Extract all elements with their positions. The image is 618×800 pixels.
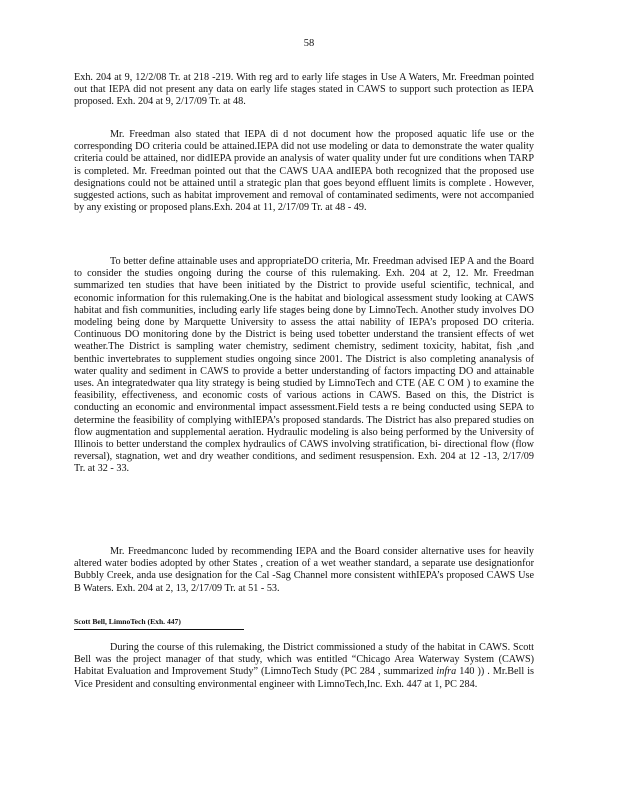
paragraph-3 <box>74 256 534 476</box>
paragraph-5-text-a: During the course of this rulemaking, the District commissioned a study of the habitat in CAWS. Scott Bell was the project manager of that study, which was entitled “Chicago Area Waterway System (CAWS) Habitat Evaluation and Improvement Study” (LimnoTech Study (PC 284 , summarized <box>74 642 534 678</box>
paragraph-4-text: Mr. Freedmanconc luded by recommending IEPA and the Board consider alternative uses for heavily altered water bodies adopted by other States , creation of a wet weather standard, a separate use designationfor Bubbly Creek, anda use designation for the Cal -Sag Channel more consistent withIEPA’s proposed CAWS Use B Waters. Exh. 204 at 2, 13, 2/17/09 Tr. at 51 - 53. <box>74 546 534 594</box>
paragraph-1: Exh. 204 at 9, 12/2/08 Tr. at 218 -219. With reg ard to early life stages in Use A Waters, Mr. Freedman pointed out that IEPA did not present any data on early life stages stated in CAWS to support such protection as IEPA proposed. Exh. 204 at 9, 2/17/09 Tr. at 48. <box>74 72 534 108</box>
paragraph-2-text: Mr. Freedman also stated that IEPA di d not document how the proposed aquatic life use or the corresponding DO criteria could be attained.IEPA did not use modeling or data to demonstrate the water quality criteria could be attained, nor didIEPA provide an analysis of water quality under fut ure conditions when TARP is completed. Mr. Freedman pointed out that the CAWS UAA andIEPA both recognized that the proposed use designations could not be attained until a strategic plan that goes beyond effluent limits is complete . However, suggested actions, such as habitat improvement and removal of contaminated sediments, were not accompanied by any existing or proposed plans.Exh. 204 at 11, 2/17/09 Tr. at 48 - 49. <box>74 129 534 214</box>
paragraph-2 <box>74 129 534 214</box>
paragraph-5 <box>74 642 534 691</box>
page-number: 58 <box>303 38 315 49</box>
section-heading: Scott Bell, LimnoTech (Exh. 447) <box>74 616 244 630</box>
paragraph-5-text-b: 140 )) . Mr.Bell is Vice President and consulting environmental engineer with LimnoTech,Inc. Exh. 447 at 1, PC 284. <box>74 666 535 690</box>
paragraph-4 <box>74 546 534 595</box>
paragraph-5-italic: infra <box>436 666 457 678</box>
paragraph-3-text: To better define attainable uses and appropriateDO criteria, Mr. Freedman advised IEP A and the Board to consider the studies ongoing during the course of this rulemaking. Exh. 204 at 2, 12. Mr. Freedman summarized ten studies that have been initiated by the District to provide useful scientific, technical, and economic information for this rulemaking.One is the habitat and biological assessment study looking at CAWS habitat and fish communities, including early life stages being done by LimnoTech. Another study involves DO modeling being done by Marquette University to assess the attai nability of IEPA’s proposed DO criteria. Continuous DO monitoring done by the District is being used tobetter understand the transient effects of wet weather.The District is sampling water chemistry, sediment chemistry, sediment toxicity, habitat, fish ,and benthic invertebrates to supplement studies ongoing since 2001. The District is also completing ananalysis of water quality and sediment in CAWS to provide a better understanding of factors impacting DO and attainable uses. An integratedwater qua lity strategy is being studied by LimnoTech and CTE (AE C OM ) to examine the feasibility, effectiveness, and economic costs of various actions in CAWS. Based on this, the District is conducting an economic and environmental impact assessment.Field tests a re being conducted using SEPA to determine the feasibility of complying withIEPA’s proposed standards. The District has also prepared studies on flow augmentation and supplemental aeration. Hydraulic modeling is also being performed by the University of Illinois to better understand the complex hydraulics of CAWS involving stratification, bi- directional flow (flow reversal), stagnation, wet and dry weather conditions, and sediment resuspension. Exh. 204 at 12 -13, 2/17/09 Tr. at 32 - 33. <box>74 256 534 475</box>
